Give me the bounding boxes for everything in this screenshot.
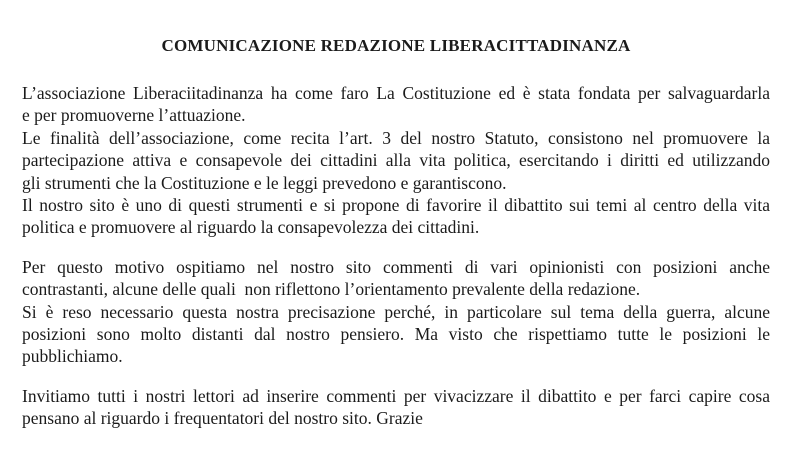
text-line: Il nostro sito è uno di questi strumenti e si propone di favorire il dibattito sui temi al centro della vita [22, 195, 770, 216]
paragraph [22, 82, 770, 239]
text-line: Invitiamo tutti i nostri lettori ad inserire commenti per vivacizzare il dibattito e per farci capire cosa [22, 385, 770, 406]
text-line: contrastanti, alcune delle quali non riflettono l’orientamento prevalente della redazione. [22, 279, 641, 300]
text-line: Le finalità dell’associazione, come recita l’art. 3 del nostro Statuto, consistono nel promuovere la [22, 127, 770, 148]
text-line: politica e promuovere al riguardo la consapevolezza dei cittadini. [22, 217, 480, 238]
text-line: pensano al riguardo i frequentatori del nostro sito. Grazie [22, 408, 423, 429]
text-line: Si è reso necessario questa nostra precisazione perché, in particolare sul tema della guerra, alcune [22, 301, 770, 322]
text-line: posizioni sono molto distanti dal nostro pensiero. Ma visto che rispettiamo tutte le posizioni le [22, 324, 770, 345]
text-line: gli strumenti che la Costituzione e le leggi prevedono e garantiscono. [22, 172, 507, 193]
text-line: e per promuoverne l’attuazione. [22, 105, 246, 126]
text-line: L’associazione Liberaciitadinanza ha come faro La Costituzione ed è stata fondata per salvaguardarla [22, 83, 770, 103]
text-line: Per questo motivo ospitiamo nel nostro sito commenti di vari opinionisti con posizioni anche [22, 256, 770, 277]
paragraph [22, 385, 770, 430]
document-title: COMUNICAZIONE REDAZIONE LIBERACITTADINANZA [161, 36, 631, 55]
text-line: pubblichiamo. [22, 346, 123, 367]
text-line: partecipazione attiva e consapevole dei cittadini alla vita politica, esercitando i diritti ed utilizzando [22, 150, 770, 171]
document-body [22, 82, 770, 430]
paragraph [22, 256, 770, 368]
